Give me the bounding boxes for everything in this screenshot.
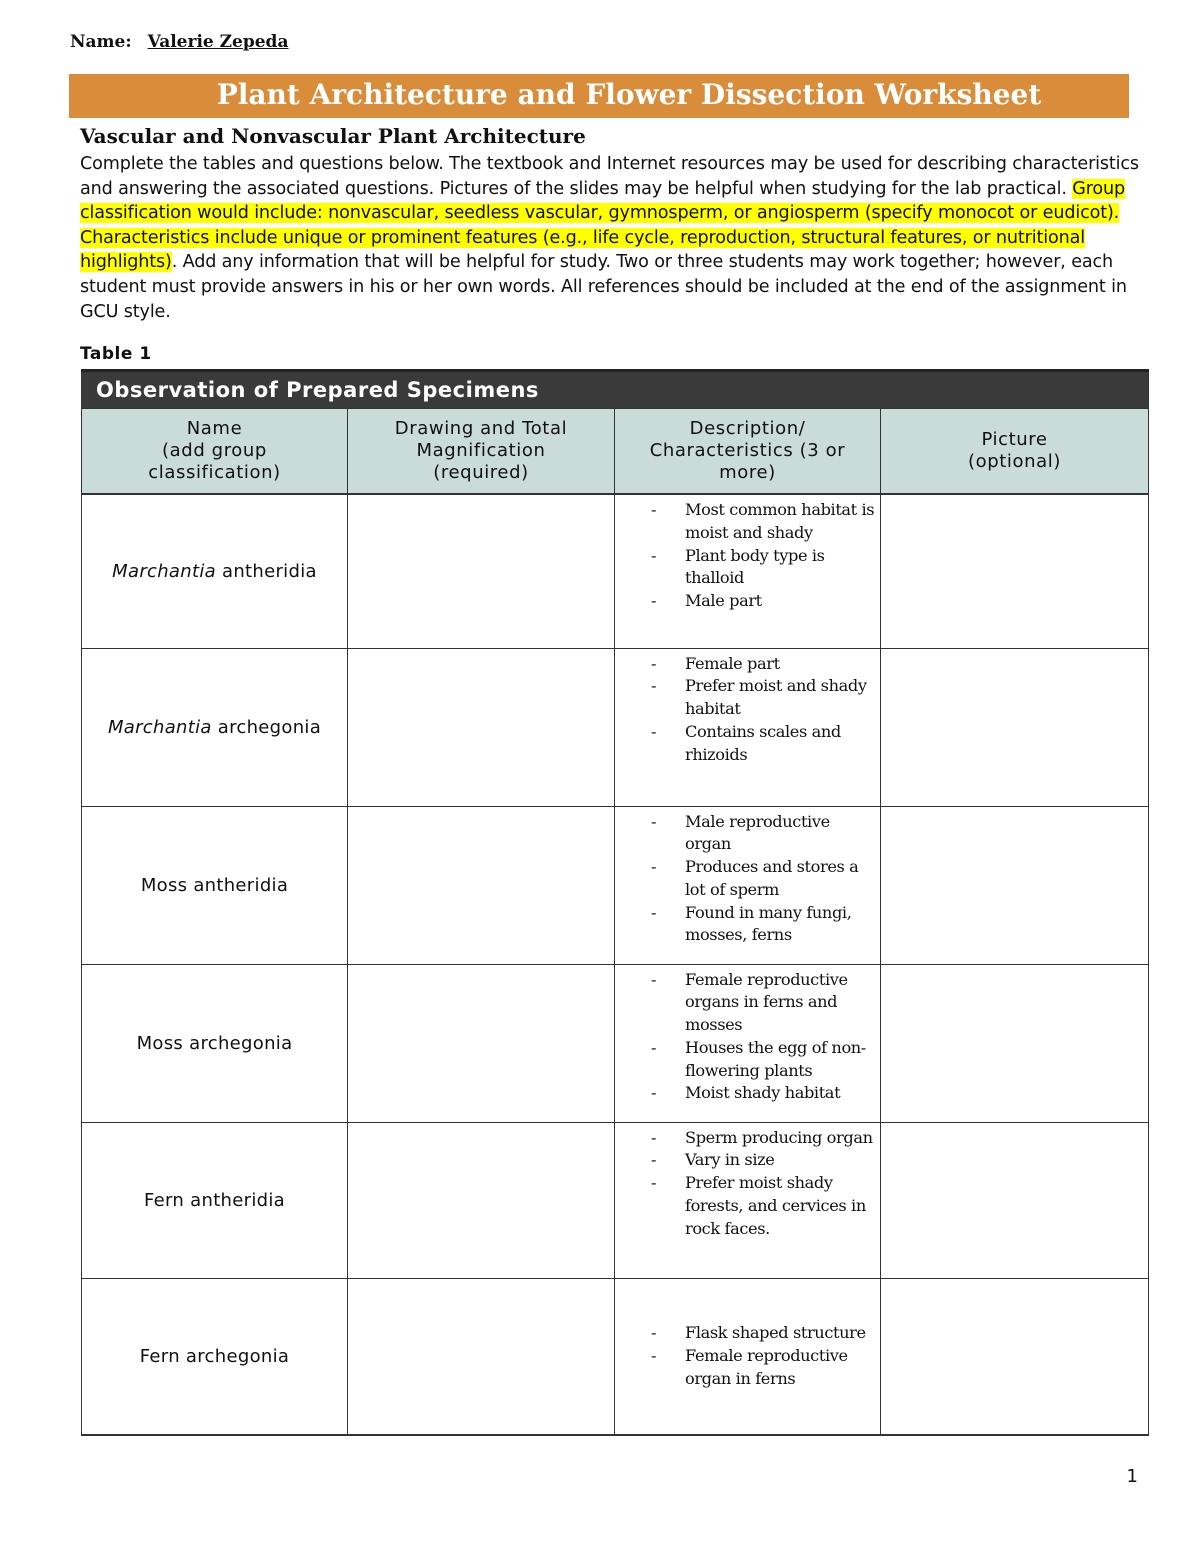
name-label: Name: [70,32,132,52]
description-item: - Prefer moist and shady habitat [685,675,876,721]
description-cell[interactable] [615,1278,881,1435]
drawing-cell[interactable] [348,648,615,806]
picture-cell[interactable] [881,1122,1149,1278]
drawing-cell[interactable] [348,964,615,1122]
description-item: - Found in many fungi, mosses, ferns [685,902,876,948]
table-row [82,1278,1149,1435]
description-item: - Prefer moist shady forests, and cervices in rock faces. [685,1172,876,1240]
specimens-table [81,369,1149,1436]
description-item: - Vary in size [685,1149,876,1172]
table-header-row [82,409,1149,495]
column-header-name: Name (add group classification) [82,409,348,495]
description-item: - Contains scales and rhizoids [685,721,876,767]
title-banner [69,74,1129,118]
specimen-name: Marchantia archegonia [82,648,348,806]
description-cell[interactable] [615,648,881,806]
description-item: - Male reproductive organ [685,811,876,857]
description-cell[interactable] [615,494,881,648]
description-cell[interactable] [615,806,881,964]
drawing-cell[interactable] [348,1122,615,1278]
picture-cell[interactable] [881,1278,1149,1435]
drawing-cell[interactable] [348,806,615,964]
picture-cell[interactable] [881,806,1149,964]
column-header-drawing: Drawing and Total Magnification (required) [348,409,615,495]
worksheet-title: Plant Architecture and Flower Dissection Worksheet [216,78,1042,111]
instructions-text-2: . Add any information that will be helpful for study. Two or three students may work together; however, each student must provide answers in his or her own words. All references should be included at the end of the assignment in GCU style. [80,252,1127,322]
drawing-cell[interactable] [348,494,615,648]
description-item: - Most common habitat is moist and shady [685,499,876,545]
description-item: - Produces and stores a lot of sperm [685,856,876,902]
picture-cell[interactable] [881,494,1149,648]
student-name-line [70,32,288,52]
column-header-description: Description/ Characteristics (3 or more) [615,409,881,495]
drawing-cell[interactable] [348,1278,615,1435]
description-item: - Houses the egg of non-flowering plants [685,1037,876,1083]
description-item: - Flask shaped structure [685,1322,876,1345]
description-item: - Female part [685,653,876,676]
section-heading: Vascular and Nonvascular Plant Architecture [80,124,586,148]
instructions-highlighted-text: Group classification would include: nonvascular, seedless vascular, gymnosperm, or angiosperm (specify monocot or eudicot). Characteristics include unique or prominent features (e.g., life cycle, reproduction, structural features, or nutritional highlights) [80,178,1126,273]
description-item: - Male part [685,590,876,613]
table-row [82,648,1149,806]
instructions-text-1: Complete the tables and questions below. The textbook and Internet resources may be used for describing characteristics and answering the associated questions. Pictures of the slides may be helpful when studying for the lab practical. [80,154,1139,199]
student-name: Valerie Zepeda [147,32,289,52]
table-row [82,494,1149,648]
table-caption: Observation of Prepared Specimens [82,371,1149,409]
description-item: - Plant body type is thalloid [685,545,876,591]
table-label: Table 1 [80,344,152,364]
specimen-name: Fern archegonia [82,1278,348,1435]
instructions-paragraph [80,152,1155,324]
table-row [82,806,1149,964]
description-item: - Female reproductive organs in ferns and mosses [685,969,876,1037]
description-item: - Female reproductive organ in ferns [685,1345,876,1391]
description-item: - Sperm producing organ [685,1127,876,1150]
specimen-name: Moss archegonia [82,964,348,1122]
description-item: - Moist shady habitat [685,1082,876,1105]
table-row [82,1122,1149,1278]
description-cell[interactable] [615,964,881,1122]
specimen-name: Moss antheridia [82,806,348,964]
description-cell[interactable] [615,1122,881,1278]
page-number: 1 [1126,1466,1138,1487]
picture-cell[interactable] [881,648,1149,806]
table-row [82,964,1149,1122]
specimen-name: Marchantia antheridia [82,494,348,648]
column-header-picture: Picture (optional) [881,409,1149,495]
specimen-name: Fern antheridia [82,1122,348,1278]
picture-cell[interactable] [881,964,1149,1122]
